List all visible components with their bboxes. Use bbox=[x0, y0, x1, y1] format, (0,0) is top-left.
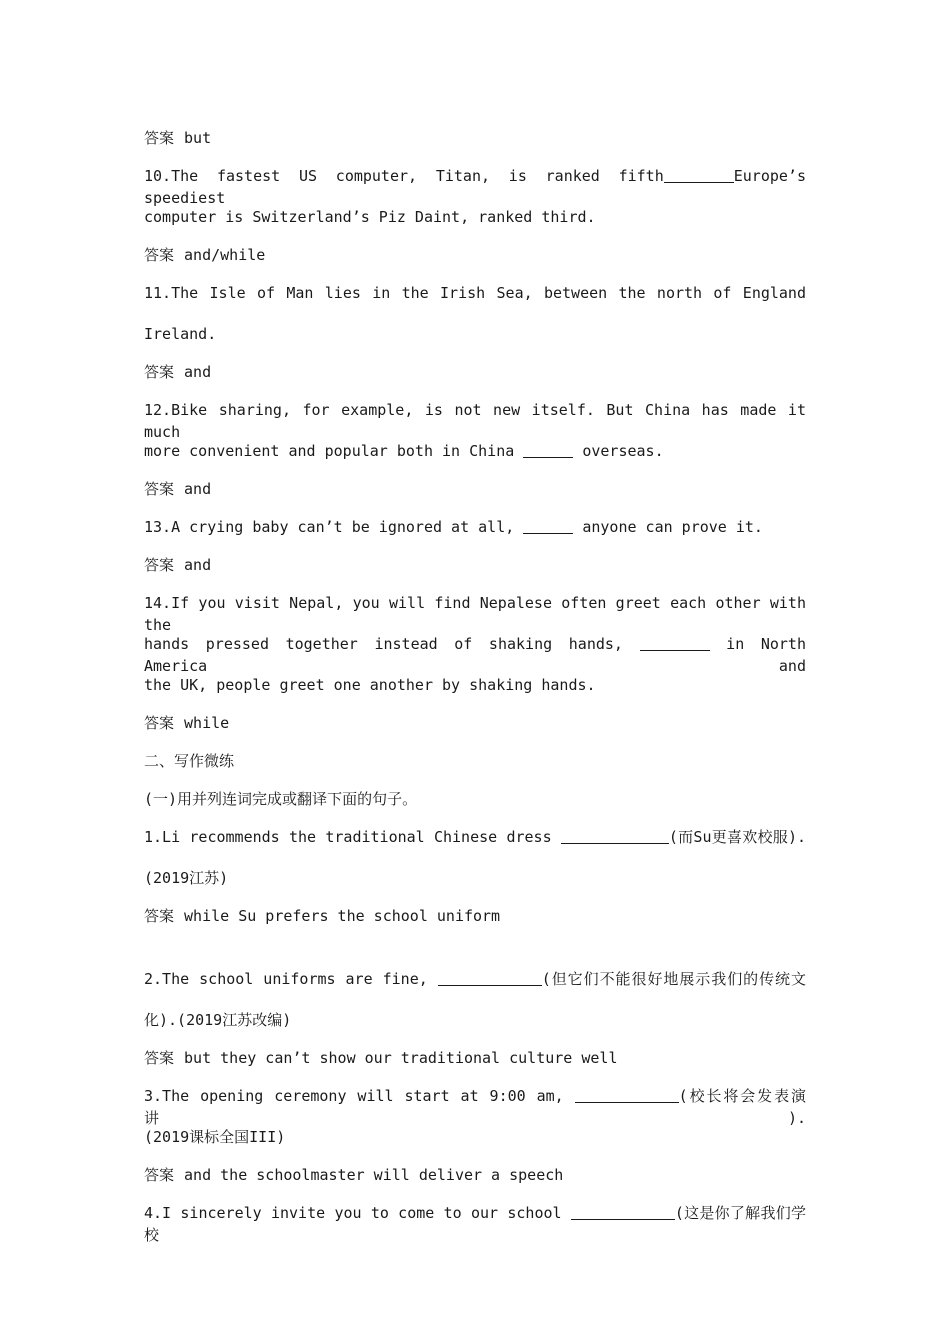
answer-label: 答案 bbox=[144, 480, 175, 498]
writing-3-source: (2019课标全国III) bbox=[144, 1128, 286, 1146]
question-14-line-2 bbox=[144, 633, 806, 675]
question-text: Europe’s speediest bbox=[144, 167, 806, 207]
question-text: hands pressed together instead of shaking hands, bbox=[144, 635, 640, 653]
answer-label: 答案 bbox=[144, 907, 175, 925]
writing-answer-1 bbox=[144, 905, 806, 927]
answer-text: and bbox=[184, 480, 212, 498]
answer-text: and bbox=[184, 556, 212, 574]
question-text: (校长将会发表演讲). bbox=[144, 1087, 806, 1127]
question-text: 3.The opening ceremony will start at 9:00 am, bbox=[144, 1087, 575, 1105]
question-text: anyone can prove it. bbox=[573, 518, 763, 536]
writing-2-line-1 bbox=[144, 968, 806, 990]
question-text: 13.A crying baby can’t be ignored at all, bbox=[144, 518, 524, 536]
question-10-line-2: computer is Switzerland’s Piz Daint, ranked third. bbox=[144, 208, 596, 226]
answer-label: 答案 bbox=[144, 246, 175, 264]
question-text: overseas. bbox=[573, 442, 664, 460]
writing-1-source: (2019江苏) bbox=[144, 869, 229, 887]
answer-blank bbox=[523, 442, 573, 458]
answer-13 bbox=[144, 554, 806, 576]
answer-text: and the schoolmaster will deliver a speech bbox=[184, 1166, 564, 1184]
answer-blank bbox=[575, 1087, 679, 1103]
answer-label: 答案 bbox=[144, 1166, 175, 1184]
question-10-line-1 bbox=[144, 165, 806, 207]
question-text: more convenient and popular both in China bbox=[144, 442, 524, 460]
answer-blank bbox=[640, 635, 710, 651]
writing-1-line-1 bbox=[144, 826, 806, 848]
answer-10 bbox=[144, 244, 806, 266]
answer-14 bbox=[144, 712, 806, 734]
question-text: (这是你了解我们学校 bbox=[144, 1204, 806, 1244]
question-text: 10.The fastest US computer, Titan, is ranked fifth bbox=[144, 167, 664, 185]
answer-label: 答案 bbox=[144, 1049, 175, 1067]
answer-text: and/while bbox=[184, 246, 266, 264]
exercise-content bbox=[144, 127, 807, 1244]
question-text: in North America and bbox=[144, 635, 806, 675]
writing-2-line-2: 化).(2019江苏改编) bbox=[144, 1011, 292, 1029]
answer-label: 答案 bbox=[144, 556, 175, 574]
answer-text: and bbox=[184, 363, 212, 381]
writing-answer-2 bbox=[144, 1047, 806, 1069]
question-text: 2.The school uniforms are fine, bbox=[144, 970, 438, 988]
answer-blank bbox=[571, 1204, 675, 1220]
question-11-line-2: Ireland. bbox=[144, 325, 217, 343]
question-13 bbox=[144, 516, 806, 538]
answer-blank bbox=[561, 828, 669, 844]
question-text: (但它们不能很好地展示我们的传统文 bbox=[541, 970, 806, 988]
answer-label: 答案 bbox=[144, 714, 175, 732]
question-14-line-1: 14.If you visit Nepal, you will find Nepalese often greet each other with the bbox=[144, 594, 806, 634]
writing-answer-3 bbox=[144, 1164, 806, 1186]
question-text: 1.Li recommends the traditional Chinese dress bbox=[144, 828, 561, 846]
answer-9 bbox=[144, 127, 806, 149]
question-12-line-2 bbox=[144, 440, 806, 462]
answer-blank bbox=[664, 167, 734, 183]
answer-text: while Su prefers the school uniform bbox=[184, 907, 501, 925]
question-text: 4.I sincerely invite you to come to our school bbox=[144, 1204, 571, 1222]
writing-4-line-1 bbox=[144, 1202, 806, 1244]
answer-text: but they can’t show our traditional culture well bbox=[184, 1049, 618, 1067]
answer-11 bbox=[144, 361, 806, 383]
answer-text: but bbox=[184, 129, 212, 147]
answer-blank bbox=[523, 518, 573, 534]
answer-label: 答案 bbox=[144, 363, 175, 381]
answer-12 bbox=[144, 478, 806, 500]
answer-label: 答案 bbox=[144, 129, 175, 147]
section-heading: 二、写作微练 bbox=[144, 752, 235, 770]
question-12-line-1: 12.Bike sharing, for example, is not new itself. But China has made it much bbox=[144, 401, 806, 441]
question-14-line-3: the UK, people greet one another by shaking hands. bbox=[144, 676, 596, 694]
subsection-heading: (一)用并列连词完成或翻译下面的句子。 bbox=[144, 790, 418, 808]
question-11-line-1: 11.The Isle of Man lies in the Irish Sea, between the north of England bbox=[144, 284, 806, 302]
answer-text: while bbox=[184, 714, 230, 732]
writing-3-line-1 bbox=[144, 1085, 806, 1127]
answer-blank bbox=[438, 970, 542, 986]
question-text: (而Su更喜欢校服). bbox=[668, 828, 807, 846]
